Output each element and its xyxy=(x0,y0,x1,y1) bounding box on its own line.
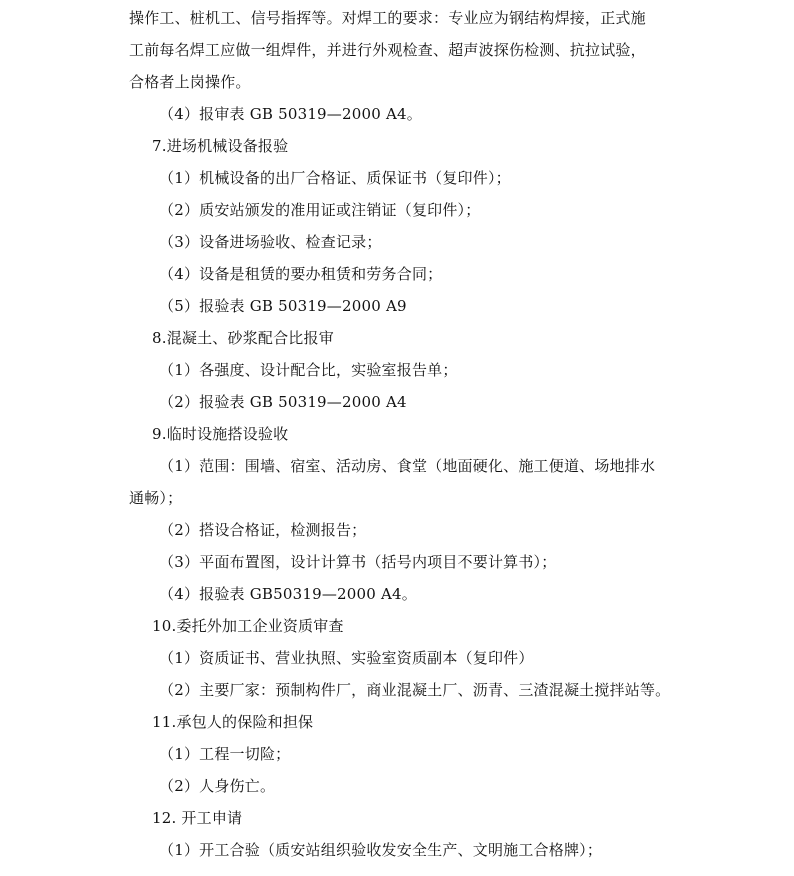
list-item: （2）质安站颁发的准用证或注销证（复印件）； xyxy=(159,201,481,219)
section-heading-9: 9.临时设施搭设验收 xyxy=(152,425,289,443)
paragraph-line: 工前每名焊工应做一组焊件，并进行外观检查、超声波探伤检测、抗拉试验， xyxy=(129,41,646,59)
list-item: （2）人身伤亡。 xyxy=(159,777,276,795)
list-item: （1）各强度、设计配合比，实验室报告单； xyxy=(159,361,458,379)
list-item-continuation: 通畅）； xyxy=(129,489,183,507)
list-item: （1）资质证书、营业执照、实验室资质副本（复印件） xyxy=(159,649,534,667)
list-item: （2）搭设合格证，检测报告； xyxy=(159,521,367,539)
list-item: （5）报验表 GB 50319—2000 A9 xyxy=(159,297,407,315)
list-item: （2）报验表 GB 50319—2000 A4 xyxy=(159,393,407,411)
section-heading-11: 11.承包人的保险和担保 xyxy=(152,713,314,731)
list-item: （4）报审表 GB 50319—2000 A4。 xyxy=(159,105,422,123)
list-item: （1）范围：围墙、宿室、活动房、食堂（地面硬化、施工便道、场地排水 xyxy=(159,457,656,475)
section-heading-12: 12. 开工申请 xyxy=(152,809,243,827)
list-item: （1）开工合验（质安站组织验收发安全生产、文明施工合格牌）； xyxy=(159,841,603,859)
section-heading-7: 7.进场机械设备报验 xyxy=(152,137,289,155)
list-item: （4）报验表 GB50319—2000 A4。 xyxy=(159,585,417,603)
list-item: （3）设备进场验收、检查记录； xyxy=(159,233,382,251)
list-item: （2）主要厂家：预制构件厂，商业混凝土厂、沥青、三渣混凝土搅拌站等。 xyxy=(159,681,671,699)
paragraph-line: 操作工、桩机工、信号指挥等。对焊工的要求：专业应为钢结构焊接，正式施 xyxy=(129,9,646,27)
list-item: （4）设备是租赁的要办租赁和劳务合同； xyxy=(159,265,443,283)
list-item: （1）工程一切险； xyxy=(159,745,291,763)
list-item: （3）平面布置图，设计计算书（括号内项目不要计算书）； xyxy=(159,553,557,571)
paragraph-line: 合格者上岗操作。 xyxy=(129,73,251,91)
section-heading-8: 8.混凝土、砂浆配合比报审 xyxy=(152,329,334,347)
section-heading-10: 10.委托外加工企业资质审查 xyxy=(152,617,344,635)
list-item: （1）机械设备的出厂合格证、质保证书（复印件）； xyxy=(159,169,511,187)
